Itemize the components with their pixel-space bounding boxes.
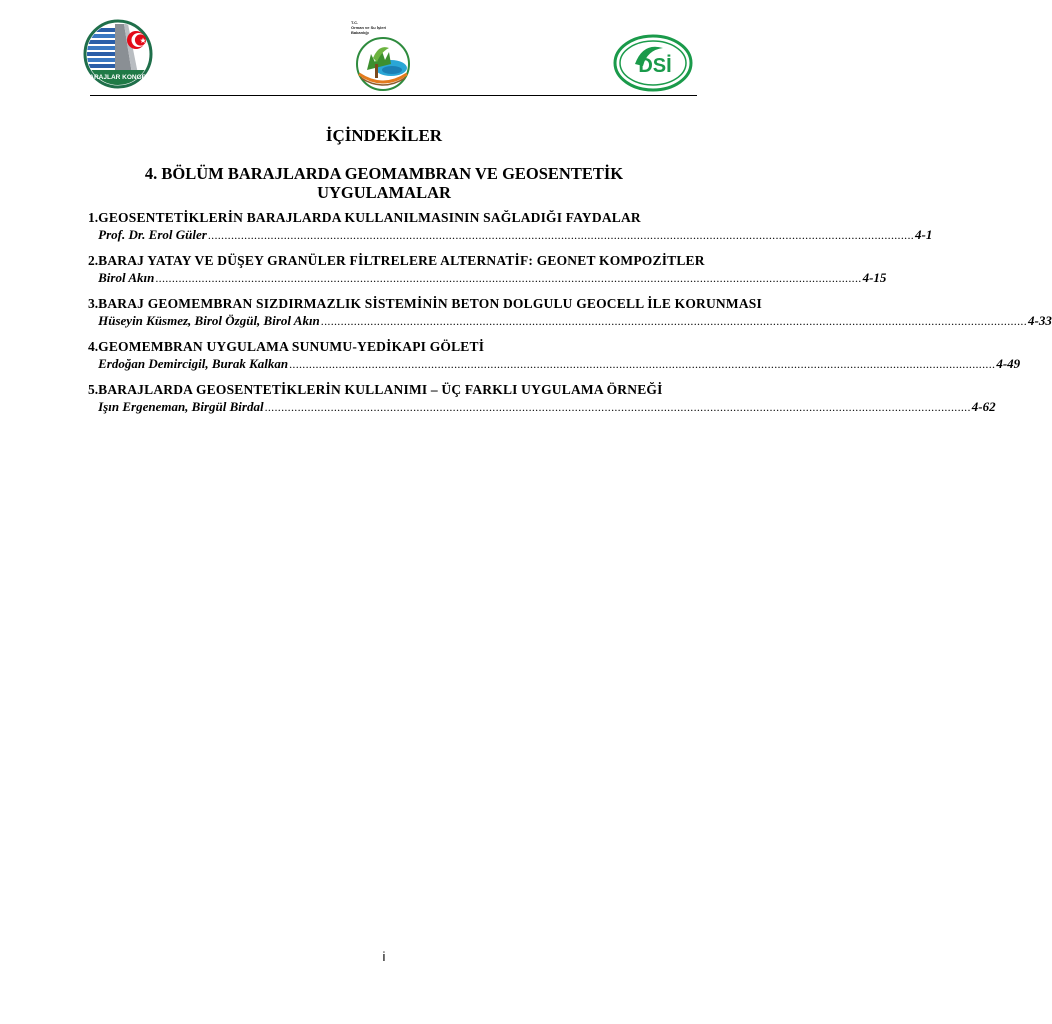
entry-authors: Hüseyin Küsmez, Birol Özgül, Birol Akın: [98, 313, 320, 328]
entry-authors: Işın Ergeneman, Birgül Birdal: [98, 399, 264, 414]
dot-leader: ......................................................................................................................................................................................................................: [155, 271, 862, 285]
entry-authors: Erdoğan Demircigil, Burak Kalkan: [98, 356, 289, 371]
entry-page[interactable]: 4-62: [971, 399, 996, 414]
toc-entries: [88, 209, 1052, 424]
entry-number: 3.: [88, 296, 99, 311]
entry-number: 2.: [88, 253, 99, 268]
entry-authors: Birol Akın: [98, 270, 155, 285]
entry-title[interactable]: BARAJ GEOMEMBRAN SIZDIRMAZLIK SİSTEMİNİN BETON DOLGULU GEOCELL İLE KORUNMASI: [98, 296, 762, 311]
entry-authors: Prof. Dr. Erol Güler: [98, 227, 207, 242]
entry-page[interactable]: 4-1: [915, 227, 933, 242]
ministry-logo-icon: [345, 18, 421, 92]
entry-title[interactable]: GEOMEMBRAN UYGULAMA SUNUMU-YEDİKAPI GÖLETİ: [98, 339, 485, 354]
svg-text:T.C.: T.C.: [351, 20, 359, 25]
entry-page[interactable]: 4-33: [1028, 313, 1052, 328]
dsi-logo-icon: [613, 34, 693, 92]
entry-title[interactable]: BARAJLARDA GEOSENTETİKLERİN KULLANIMI – ÜÇ FARKLI UYGULAMA ÖRNEĞİ: [98, 382, 663, 397]
entry-title[interactable]: BARAJ YATAY VE DÜŞEY GRANÜLER FİLTRELERE ALTERNATİF: GEONET KOMPOZİTLER: [98, 253, 705, 268]
dot-leader: ......................................................................................................................................................................................................................: [289, 357, 996, 371]
entry-number: 4.: [88, 339, 99, 354]
toc-title: İÇİNDEKİLER: [325, 126, 443, 145]
dot-leader: ......................................................................................................................................................................................................................: [264, 400, 971, 414]
dot-leader: ......................................................................................................................................................................................................................: [207, 228, 915, 242]
entry-title[interactable]: GEOSENTETİKLERİN BARAJLARDA KULLANILMASININ SAĞLADIĞI FAYDALAR: [98, 210, 641, 225]
svg-text:Orman ve Su İşleri: Orman ve Su İşleri: [351, 25, 387, 30]
toc-entry[interactable]: [88, 252, 887, 287]
chapter-title: 4. BÖLÜM BARAJLARDA GEOMAMBRAN VE GEOSENTETİK UYGULAMALAR: [144, 164, 624, 202]
entry-number: 5.: [88, 382, 99, 397]
entry-page[interactable]: 4-49: [996, 356, 1021, 371]
toc-entry[interactable]: [88, 209, 933, 244]
page-number: i: [382, 949, 386, 964]
page-header: [79, 12, 697, 96]
toc-entry[interactable]: [88, 381, 996, 416]
toc-entry[interactable]: [88, 295, 1052, 330]
toc-entry[interactable]: [88, 338, 1021, 373]
svg-text:DSİ: DSİ: [638, 55, 672, 77]
dam-congress-logo-icon: [79, 18, 157, 90]
entry-page[interactable]: 4-15: [862, 270, 887, 285]
entry-number: 1.: [88, 210, 99, 225]
svg-text:2.BARAJLAR KONGRESİ: 2.BARAJLAR KONGRESİ: [79, 74, 157, 81]
dot-leader: ......................................................................................................................................................................................................................: [320, 314, 1027, 328]
svg-text:Bakanlığı: Bakanlığı: [351, 30, 369, 35]
